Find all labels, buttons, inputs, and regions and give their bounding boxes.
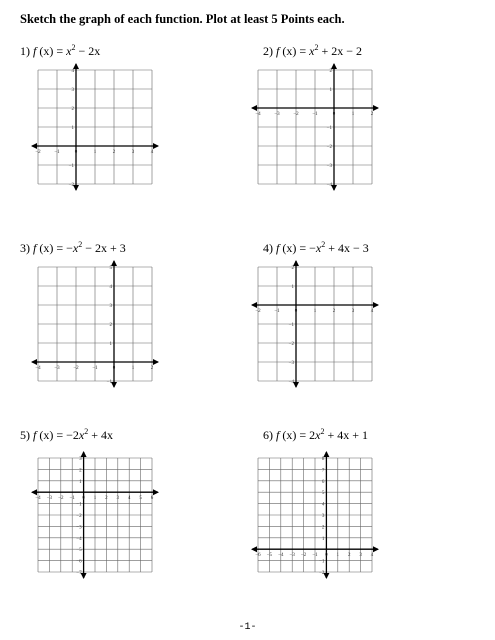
x-tick-label: 0 <box>112 366 116 371</box>
x-tick-label: −1 <box>274 309 280 314</box>
y-tick-label: −5 <box>76 548 82 554</box>
exponent: 2 <box>78 240 83 249</box>
x-axis-arrow-right <box>153 143 159 149</box>
y-tick-label: −2 <box>288 342 294 347</box>
x-tick-label: 0 <box>325 553 328 559</box>
exponent: 2 <box>321 240 326 249</box>
x-tick-label: 1 <box>93 496 97 502</box>
x-tick-label: 4 <box>150 150 154 155</box>
x-axis-arrow-left <box>31 489 37 495</box>
x-tick-label: 5 <box>139 496 142 502</box>
x-tick-label: 2 <box>112 150 116 155</box>
x-tick-label: 2 <box>347 553 351 559</box>
function-arg: (x) = <box>279 428 310 442</box>
y-tick-label: −3 <box>326 164 332 169</box>
exponent: 2 <box>320 427 325 436</box>
x-tick-label: 2 <box>150 366 154 371</box>
exponent: 2 <box>71 43 76 52</box>
variable: x <box>309 44 315 58</box>
x-tick-label: −3 <box>54 366 60 371</box>
x-tick-label: −1 <box>312 112 318 117</box>
y-tick-label: 3 <box>321 514 325 519</box>
x-tick-label: 3 <box>351 309 355 314</box>
x-axis-arrow-right <box>373 546 379 552</box>
x-tick-label: −2 <box>58 496 64 502</box>
graph-2 <box>250 62 380 192</box>
exponent: 2 <box>84 427 89 436</box>
x-axis-arrow-left <box>251 546 257 552</box>
y-tick-label: 5 <box>109 266 112 271</box>
x-axis-arrow-right <box>373 302 379 308</box>
y-tick-label: −2 <box>319 571 325 576</box>
y-tick-label: 3 <box>79 457 82 462</box>
problem-number: 3) <box>20 241 30 255</box>
variable: x <box>78 428 85 442</box>
x-tick-label: 1 <box>93 150 97 155</box>
y-tick-label: −1 <box>76 502 82 508</box>
problem-number: 4) <box>263 241 273 255</box>
x-tick-label: 3 <box>131 150 135 155</box>
coefficient: − <box>66 241 73 255</box>
y-tick-label: 3 <box>109 304 112 309</box>
variable: x <box>72 241 79 255</box>
x-tick-label: −4 <box>255 112 261 117</box>
x-tick-label: −5 <box>266 553 273 559</box>
x-tick-label: 0 <box>294 309 298 314</box>
x-tick-label: −3 <box>46 496 53 502</box>
x-tick-label: −4 <box>35 496 41 502</box>
problem-2-label <box>263 44 362 59</box>
problem-5-label <box>20 428 113 443</box>
y-tick-label: 1 <box>321 536 325 542</box>
y-tick-label: −1 <box>319 559 325 565</box>
x-tick-label: −2 <box>300 553 307 559</box>
x-tick-label: −3 <box>274 112 280 117</box>
x-axis-arrow-right <box>153 359 159 365</box>
problem-number: 5) <box>20 428 30 442</box>
x-tick-label: −1 <box>92 366 98 371</box>
problem-number: 1) <box>20 44 30 58</box>
x-axis-arrow-left <box>31 359 37 365</box>
y-tick-label: 3 <box>71 88 74 93</box>
expression-tail: + 4x − 3 <box>325 241 369 255</box>
x-tick-label: −4 <box>35 366 41 371</box>
problem-number: 6) <box>263 428 273 442</box>
x-tick-label: 4 <box>370 309 374 314</box>
graph-3 <box>30 259 160 389</box>
y-tick-label: 5 <box>321 491 325 497</box>
y-tick-label: 1 <box>71 126 74 131</box>
x-tick-label: −6 <box>255 553 261 559</box>
function-arg: (x) = <box>36 44 67 58</box>
expression-tail: + 2x − 2 <box>318 44 362 58</box>
x-tick-label: 4 <box>127 496 131 502</box>
y-tick-label: −1 <box>106 380 112 385</box>
x-tick-label: 2 <box>332 309 336 314</box>
y-tick-label: 4 <box>71 69 74 74</box>
y-tick-label: −6 <box>76 559 82 565</box>
x-tick-label: −2 <box>35 150 41 155</box>
y-tick-label: −4 <box>288 380 294 385</box>
coefficient: −2 <box>66 428 79 442</box>
x-tick-label: −4 <box>278 553 284 559</box>
y-tick-label: 6 <box>321 479 325 485</box>
page-number: -1- <box>238 622 257 633</box>
x-tick-label: −1 <box>69 496 75 502</box>
y-tick-label: −4 <box>76 536 82 542</box>
y-tick-label: 1 <box>109 342 112 347</box>
x-tick-label: −2 <box>293 112 299 117</box>
y-tick-label: 4 <box>109 285 112 290</box>
x-tick-label: 1 <box>351 112 355 117</box>
problem-1-label <box>20 44 100 59</box>
y-tick-label: −4 <box>326 183 332 188</box>
function-arg: (x) = <box>279 241 310 255</box>
expression-tail: − 2x <box>75 44 101 58</box>
x-tick-label: −1 <box>54 150 60 155</box>
function-arg: (x) = <box>279 44 310 58</box>
y-tick-label: −1 <box>326 126 332 131</box>
function-name: f <box>33 241 37 255</box>
coefficient: 2 <box>309 428 316 442</box>
y-tick-label: −7 <box>76 571 82 576</box>
function-name: f <box>276 44 280 58</box>
x-tick-label: 3 <box>359 553 362 559</box>
expression-tail: + 4x + 1 <box>324 428 368 442</box>
x-tick-label: 1 <box>131 366 135 371</box>
y-tick-label: 7 <box>321 468 325 474</box>
variable: x <box>315 428 321 442</box>
function-name: f <box>276 241 280 255</box>
worksheet-instructions: Sketch the graph of each function. Plot at least 5 Points each. <box>20 12 345 26</box>
x-axis-arrow-left <box>251 302 257 308</box>
y-tick-label: −1 <box>68 164 74 169</box>
expression-tail: + 4x <box>88 428 113 442</box>
function-name: f <box>33 428 37 442</box>
x-axis-arrow-left <box>31 143 37 149</box>
function-name: f <box>276 428 280 442</box>
function-name: f <box>33 44 37 58</box>
y-tick-label: 1 <box>291 285 294 290</box>
x-tick-label: −2 <box>255 309 261 314</box>
x-tick-label: 3 <box>116 496 120 502</box>
problem-3-label <box>20 241 126 256</box>
y-tick-label: 2 <box>79 468 82 474</box>
y-tick-label: 2 <box>109 323 112 328</box>
graph-5 <box>30 450 160 580</box>
graph-4 <box>250 259 380 389</box>
y-tick-label: −3 <box>76 525 82 531</box>
y-tick-label: 8 <box>321 457 325 462</box>
y-tick-label: −2 <box>76 514 82 519</box>
y-tick-label: 2 <box>71 107 74 112</box>
x-tick-label: 1 <box>313 309 317 314</box>
y-tick-label: −2 <box>68 183 74 188</box>
x-axis-arrow-right <box>153 489 159 495</box>
x-tick-label: −3 <box>289 553 295 559</box>
y-tick-label: 1 <box>79 479 82 485</box>
x-tick-label: −2 <box>73 366 79 371</box>
y-tick-label: 2 <box>321 525 325 531</box>
x-axis-arrow-right <box>373 105 379 111</box>
x-tick-label: 2 <box>370 112 374 117</box>
variable: x <box>66 44 72 58</box>
problem-6-label <box>263 428 368 443</box>
problem-number: 2) <box>263 44 273 58</box>
graph-1 <box>30 62 160 192</box>
x-tick-label: −1 <box>312 553 318 559</box>
y-tick-label: −1 <box>288 323 294 328</box>
x-tick-label: 0 <box>74 150 78 155</box>
expression-tail: − 2x + 3 <box>82 241 126 255</box>
x-tick-label: 2 <box>105 496 108 502</box>
x-tick-label: 0 <box>82 496 85 502</box>
variable: x <box>315 241 322 255</box>
problem-4-label <box>263 241 369 256</box>
y-tick-label: 4 <box>321 502 325 508</box>
y-tick-label: 1 <box>329 88 332 93</box>
function-arg: (x) = <box>36 428 67 442</box>
y-tick-label: −3 <box>288 361 294 366</box>
y-tick-label: 2 <box>329 69 332 74</box>
y-tick-label: 2 <box>291 266 294 271</box>
x-tick-label: 1 <box>336 553 340 559</box>
x-tick-label: 6 <box>150 496 154 502</box>
x-tick-label: 0 <box>332 112 336 117</box>
x-tick-label: 4 <box>370 553 374 559</box>
x-axis-arrow-left <box>251 105 257 111</box>
y-tick-label: −2 <box>326 145 332 150</box>
function-arg: (x) = <box>36 241 67 255</box>
exponent: 2 <box>314 43 319 52</box>
coefficient: − <box>309 241 316 255</box>
graph-6 <box>250 450 380 580</box>
